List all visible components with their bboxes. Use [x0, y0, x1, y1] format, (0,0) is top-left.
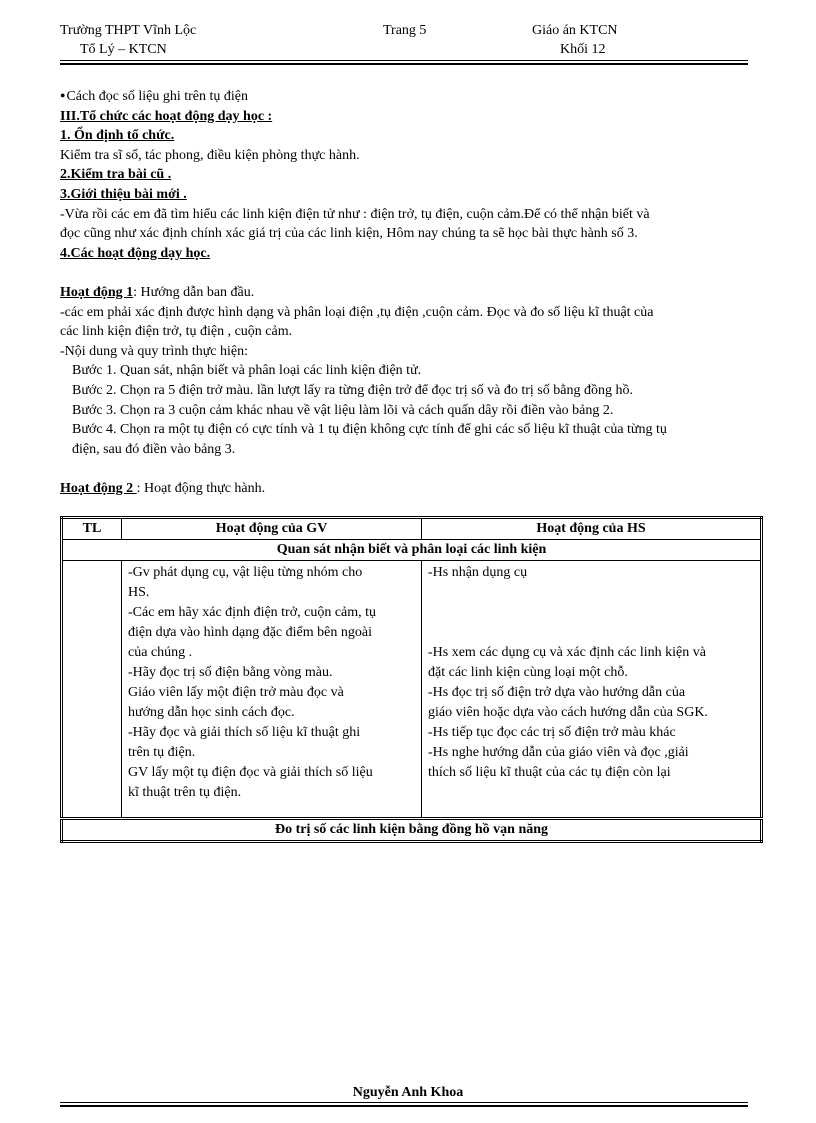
gv-line: -Các em hãy xác định điện trở, cuộn cảm, tụ	[128, 605, 377, 620]
column-header-tl: TL	[62, 518, 122, 540]
gv-line: điện dựa vào hình dạng đặc điểm bên ngoài	[128, 625, 372, 640]
gv-line: GV lấy một tụ điện đọc và giải thích số liệu	[128, 765, 373, 780]
procedure-step: điện, sau đó điền vào bảng 3.	[72, 441, 236, 457]
gv-line: của chúng .	[128, 645, 193, 660]
procedure-step: Bước 3. Chọn ra 3 cuộn cảm khác nhau về vật liệu làm lõi và cách quấn dây rồi điền vào bảng 2.	[72, 402, 614, 418]
gv-line: -Hãy đọc trị số điện bằng vòng màu.	[128, 665, 333, 680]
gv-line: hướng dẫn học sinh cách đọc.	[128, 705, 295, 720]
bullet-line: ●Cách đọc số liệu ghi trên tụ điện	[60, 89, 249, 104]
activity-1-text-line: các linh kiện điện trở, tụ điện , cuộn cảm.	[60, 324, 293, 340]
hs-line: đặt các linh kiện cùng loại một chỗ.	[428, 665, 628, 680]
document-type: Giáo án KTCN	[532, 23, 618, 38]
step-1-title: 1. Ổn định tổ chức.	[60, 128, 175, 144]
section-label-measure: Đo trị số các linh kiện bằng đồng hồ vạn năng	[62, 819, 762, 842]
gv-line: trên tụ điện.	[128, 745, 196, 760]
procedure-step: Bước 1. Quan sát, nhận biết và phân loại các linh kiện điện tử.	[72, 363, 422, 379]
table-row	[62, 561, 762, 819]
step-3-title: 3.Giới thiệu bài mới .	[60, 186, 187, 202]
table-section-row	[62, 819, 762, 842]
procedure-label: -Nội dung và quy trình thực hiện:	[60, 343, 249, 359]
bullet-icon: ●	[60, 90, 66, 100]
activity-2-heading: Hoạt động 2 : Hoạt động thực hành.	[60, 480, 266, 496]
activity-1-heading: Hoạt động 1: Hướng dẫn ban đầu.	[60, 284, 255, 300]
procedure-step: Bước 2. Chọn ra 5 điện trở màu. lần lượt lấy ra từng điện trở để đọc trị số và đo trị số bằng đồng hồ.	[72, 382, 633, 398]
gv-line: kĩ thuật trên tụ điện.	[128, 785, 242, 800]
author-name: Nguyễn Anh Khoa	[352, 1085, 464, 1100]
hs-activity-cell	[422, 561, 762, 819]
hs-line: -Hs đọc trị số điện trở dựa vào hướng dẫn của	[428, 685, 686, 700]
school-name: Trường THPT Vĩnh Lộc	[60, 23, 197, 38]
grade-label: Khối 12	[560, 42, 606, 57]
table-header-row	[62, 518, 762, 540]
page-number: Trang 5	[383, 23, 427, 38]
tl-cell	[62, 561, 122, 819]
gv-line: -Hãy đọc và giải thích số liệu kĩ thuật ghi	[128, 725, 361, 740]
section-title: III.Tổ chức các hoạt động dạy học :	[60, 108, 273, 124]
procedure-step: Bước 4. Chọn ra một tụ điện có cực tính và 1 tụ điện không cực tính để ghi các số liệu kĩ thuật của từng tụ	[72, 422, 667, 438]
section-label-observe: Quan sát nhận biết và phân loại các linh kiện	[62, 540, 762, 561]
hs-line: -Hs nghe hướng dẫn của giáo viên và đọc ,giải	[428, 745, 689, 760]
table-section-row	[62, 540, 762, 561]
hs-line: -Hs xem các dụng cụ và xác định các linh kiện và	[428, 645, 706, 660]
hs-line: giáo viên hoặc dựa vào cách hướng dẫn của SGK.	[428, 705, 708, 720]
hs-line: thích số liệu kĩ thuật của các tụ điện còn lại	[428, 765, 671, 780]
hs-line: -Hs tiếp tục đọc các trị số điện trở màu khác	[428, 725, 676, 740]
hs-line: -Hs nhận dụng cụ	[428, 565, 528, 580]
department-name: Tổ Lý – KTCN	[80, 42, 167, 57]
gv-line: -Gv phát dụng cụ, vật liệu từng nhóm cho	[128, 565, 363, 580]
step-3-text-line: đọc cũng như xác định chính xác giá trị của các linh kiện, Hôm nay chúng ta sẽ học bài thực hành số 3.	[60, 226, 638, 242]
footer-rule	[60, 1102, 748, 1107]
gv-line: Giáo viên lấy một điện trở màu đọc và	[128, 685, 344, 700]
step-4-title: 4.Các hoạt động dạy học.	[60, 245, 211, 261]
activity-1-text-line: -các em phải xác định được hình dạng và phân loại điện ,tụ điện ,cuộn cảm. Đọc và đo số liệu kĩ thuật của	[60, 304, 654, 320]
step-3-text-line: -Vừa rồi các em đã tìm hiểu các linh kiện điện tử như : điện trở, tụ điện, cuộn cảm.Để có thể nhận biết và	[60, 206, 650, 222]
activity-table	[60, 516, 763, 843]
lesson-content	[60, 86, 752, 498]
column-header-hs: Hoạt động của HS	[422, 518, 762, 540]
step-1-text: Kiểm tra sĩ số, tác phong, điều kiện phòng thực hành.	[60, 147, 360, 163]
gv-line: HS.	[128, 585, 150, 600]
step-2-title: 2.Kiểm tra bài cũ .	[60, 167, 172, 183]
header-rule	[60, 60, 748, 65]
gv-activity-cell	[122, 561, 422, 819]
column-header-gv: Hoạt động của GV	[122, 518, 422, 540]
